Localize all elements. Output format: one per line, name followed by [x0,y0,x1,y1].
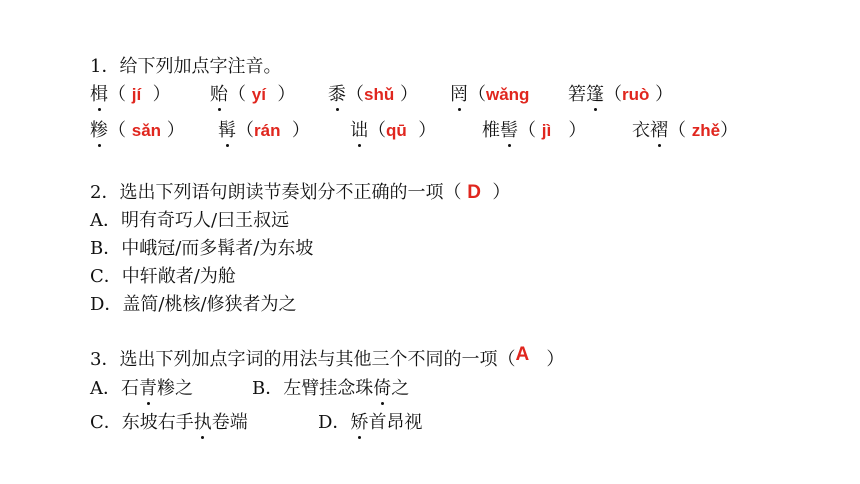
q2-answer: D [467,182,481,203]
q1-pinyin-answer: zhě [691,121,721,140]
q1-item-10: 衣褶（ zhě） [632,120,739,141]
q1-item-8: 诎（qū ） [350,120,437,141]
q1-word: 髯 [218,120,236,141]
q2-stem: 2．选出下列语句朗读节奏划分不正确的一项（ D ） [90,182,511,203]
q1-word: 褶 [650,120,668,141]
q1-word: 楫 [90,84,108,105]
q3-dotted-word: 倚 [373,378,392,399]
q1-pinyin-answer: sǎn [131,121,162,140]
q1-item-7: 髯（rán ） [218,120,310,141]
q2-option-b: B．中峨冠/而多髯者/为东坡 [90,238,314,259]
q1-pinyin-answer: shǔ [364,85,395,104]
q1-item-2: 贻（ yí ） [210,84,296,105]
q1-title: 1．给下列加点字注音。 [90,56,282,77]
q1-word: 贻 [210,84,228,105]
q1-pinyin-answer: wǎng [486,85,530,104]
q1-pinyin-answer: jì [541,121,552,140]
q1-item-3: 黍（shǔ ） [328,84,418,105]
q3-option-b: B．左臂挂念珠倚之 [252,378,410,399]
q3-option-c: C．东坡右手执卷端 [90,412,248,433]
q1-pinyin-answer: ruò [622,85,650,104]
q1-item-9: 椎髻（ jì ） [482,120,587,141]
q3-dotted-word: 青 [139,378,157,399]
q1-item-6: 糁（ sǎn ） [90,120,185,141]
q1-pinyin-answer: rán [254,121,281,140]
q3-dotted-word: 执 [193,412,212,433]
q1-item-5: 箬篷（ruò ） [568,84,674,105]
q1-pinyin-answer: jí [131,85,142,104]
q1-word: 诎 [350,120,368,141]
q1-item-1: 楫（ jí ） [90,84,171,105]
q1-item-4: 罔（wǎng [450,84,530,105]
q2-option-d: D．盖简/桃核/修狭者为之 [90,294,297,315]
q3-option-d: D．矫首昂视 [318,412,423,433]
q3-option-a: A．石青糁之 [90,378,193,399]
q2-option-c: C．中轩敞者/为舱 [90,266,236,287]
q1-word: 髻 [500,120,518,141]
q3-dotted-word: 矫 [350,412,369,433]
q3-stem: 3．选出下列加点字词的用法与其他三个不同的一项（A ） [90,344,565,370]
q1-pinyin-answer: yí [251,85,266,104]
q2-option-a: A．明有奇巧人/曰王叔远 [90,210,290,231]
q1-word: 糁 [90,120,108,141]
q1-pinyin-answer: qū [386,121,407,140]
q1-word: 罔 [450,84,468,105]
q1-word: 篷 [586,84,604,105]
q3-answer: A [515,344,530,365]
q1-word: 黍 [328,84,346,105]
